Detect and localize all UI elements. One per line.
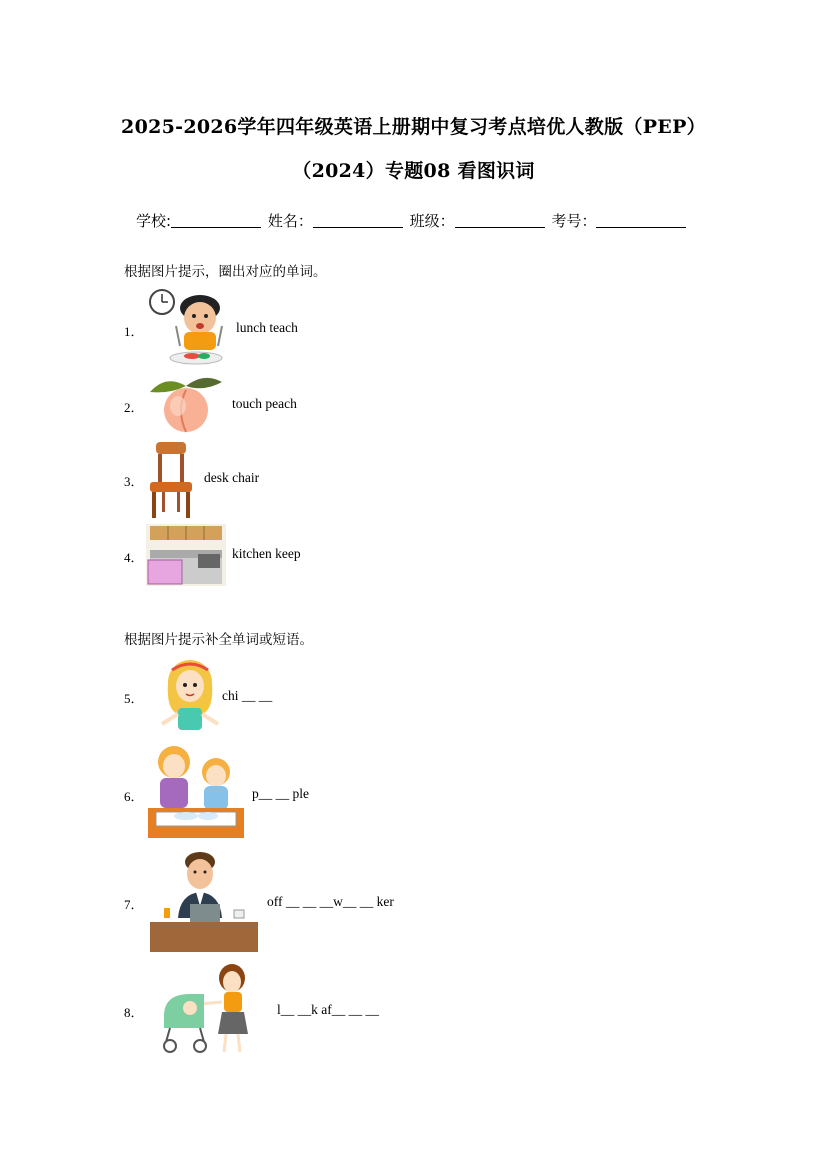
office-worker-image — [150, 850, 258, 954]
peach-image — [146, 372, 226, 436]
question-2 — [124, 372, 424, 436]
word-puzzle: l__ __k af__ __ __ — [277, 1002, 379, 1017]
school-blank[interactable] — [171, 212, 261, 228]
question-6 — [124, 744, 424, 840]
name-blank[interactable] — [313, 212, 403, 228]
question-3 — [124, 440, 424, 520]
kitchen-image — [146, 524, 226, 586]
word-puzzle: off __ __ __w__ __ ker — [267, 894, 394, 909]
word-choices: touch peach — [232, 396, 297, 411]
exam-no-label: 考号： — [551, 212, 597, 230]
washing-dishes-image — [146, 744, 246, 840]
section1-instruction: 根据图片提示，圈出对应的单词。 — [124, 264, 327, 280]
question-1 — [124, 286, 424, 370]
word-choices: lunch teach — [236, 320, 298, 335]
question-5 — [124, 658, 424, 734]
name-label: 姓名： — [267, 212, 313, 230]
class-label: 班级： — [409, 212, 455, 230]
question-number: 2． — [124, 400, 144, 415]
word-puzzle: chi __ __ — [222, 688, 273, 703]
word-choices: kitchen keep — [232, 546, 301, 561]
student-info-row — [136, 210, 688, 231]
chair-image — [146, 440, 196, 520]
section2-instruction: 根据图片提示补全单词或短语。 — [124, 632, 313, 648]
girl-image — [158, 658, 222, 734]
exam-no-blank[interactable] — [596, 212, 686, 228]
question-number: 4． — [124, 550, 144, 565]
woman-with-stroller-image — [160, 962, 256, 1056]
question-number: 8． — [124, 1005, 144, 1020]
school-label: 学校: — [136, 212, 172, 230]
question-number: 6． — [124, 789, 144, 804]
question-number: 5． — [124, 691, 144, 706]
question-number: 3． — [124, 474, 144, 489]
document-title-line1: 2025-2026学年四年级英语上册期中复习考点培优人教版（PEP） — [121, 116, 706, 138]
class-blank[interactable] — [455, 212, 545, 228]
question-number: 7． — [124, 897, 144, 912]
boy-eating-lunch-image — [146, 286, 226, 370]
question-4 — [124, 524, 424, 588]
question-7 — [124, 850, 464, 954]
question-8 — [124, 962, 464, 1056]
word-choices: desk chair — [204, 470, 260, 485]
question-number: 1． — [124, 324, 144, 339]
word-puzzle: p__ __ ple — [252, 786, 309, 801]
document-title-line2: （2024）专题08 看图识词 — [292, 160, 535, 182]
